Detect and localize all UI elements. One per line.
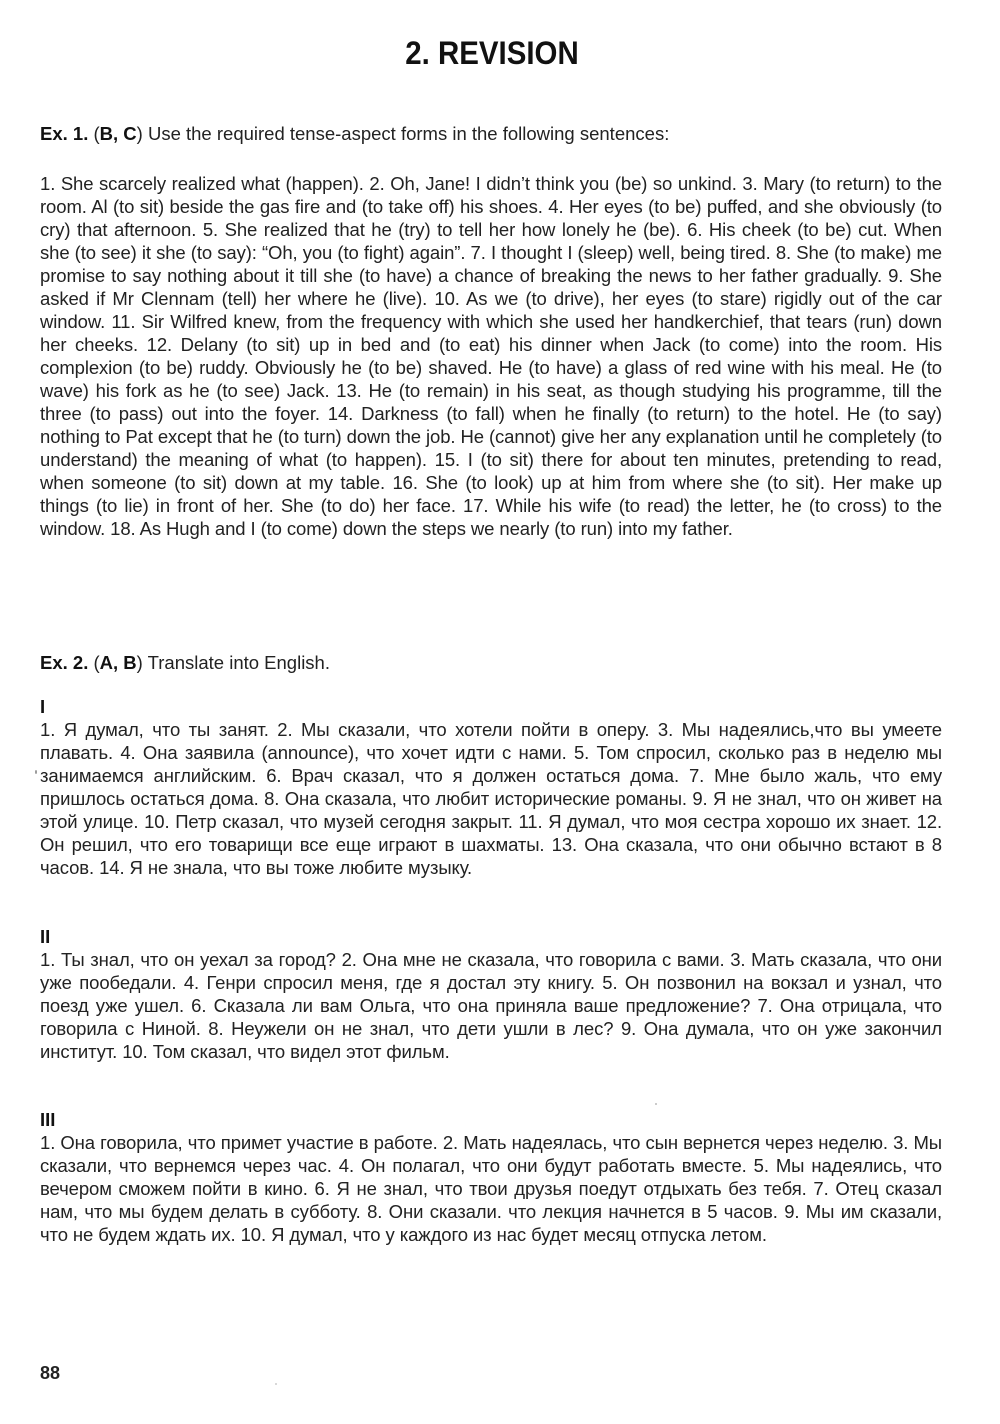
- section-1-label: I: [40, 696, 46, 717]
- scan-speck: [655, 1103, 657, 1105]
- exercise-1-levels-close: ): [136, 123, 143, 144]
- exercise-1-label: Ex. 1.: [40, 123, 89, 144]
- exercise-2-instruction: Translate into English.: [142, 652, 330, 673]
- exercise-2-heading: [40, 651, 942, 674]
- section-3-text: 1. Она говорила, что примет участие в работе. 2. Мать надеялась, что сын вернется через неделю. 3. Мы сказали, что вернемся через час. 4. Он полагал, что они будут работать вместе. 5. Мы надеялись, что вечером сможем пойти в кино. 6. Я не знал, что твои друзья поедут отдыхать без тебя. 7. Отец сказал нам, что мы будем делать в субботу. 8. Они сказали. что лекция начнется в 5 часов. 9. Мы им сказали, что не будем ждать их. 10. Я думал, что у каждого из нас будет месяц отпуска летом.: [40, 1132, 942, 1245]
- section-2-text: 1. Ты знал, что он уехал за город? 2. Она мне не сказала, что говорила с вами. 3. Мать сказала, что они уже пообедали. 4. Генри спросил меня, где я достал эту книгу. 5. Он позвонил на вокзал и узнал, что поезд уже ушел. 6. Сказала ли вам Ольга, что она приняла ваше предложение? 7. Она отрицала, что говорила с Ниной. 8. Неужели он не знал, что дети ушли в лес? 9. Она думала, что он уже закончил институт. 10. Том сказал, что видел этот фильм.: [40, 949, 942, 1062]
- exercise-2-levels-open: (: [93, 652, 100, 673]
- page-number: 88: [40, 1363, 61, 1383]
- scan-speck: [35, 770, 37, 774]
- exercise-1-heading: [40, 122, 942, 145]
- section-1-text: 1. Я думал, что ты занят. 2. Мы сказали, что хотели пойти в оперу. 3. Мы надеялись,что вы умеете плавать. 4. Она заявила (announce), что хочет идти с нами. 5. Том спросил, сколько раз в неделю мы занимаемся английским. 6. Врач сказал, что я должен остаться дома. 7. Мне было жаль, что ему пришлось остаться дома. 8. Она сказала, что любит исторические романы. 9. Я не знал, что он живет на этой улице. 10. Петр сказал, что музей сегодня закрыт. 11. Я думал, что моя сестра хорошо их знает. 12. Он решил, что его товарищи все еще играют в шахматы. 13. Она сказала, что они обычно встают в 8 часов. 14. Я не знала, что вы тоже любите музыку.: [40, 719, 942, 878]
- chapter-title: 2. REVISION: [405, 35, 579, 71]
- exercise-1-text: 1. She scarcely realized what (happen). 2. Oh, Jane! I didn’t think you (be) so unkind. 3. Mary (to return) to the room. Al (to sit) beside the gas fire and (to take off) his shoes. 4. Her eyes (to be) puffed, and she obviously (to cry) that afternoon. 5. She realized that he (try) to tell her how lonely he (be). 6. His cheek (to be) cut. When she (to see) it she (to say): “Oh, you (to fight) again”. 7. I thought I (sleep) well, being tired. 8. She (to make) me promise to say nothing about it till she (to have) a chance of breaking the news to her father gradually. 9. She asked if Mr Clennam (tell) her where he (live). 10. As we (to drive), her eyes (to stare) rigidly out of the car window. 11. Sir Wilfred knew, from the frequency with which she used her handkerchief, that tears (run) down her cheeks. 12. Delany (to sit) up in bed and (to eat) his dinner when Jack (to come) into the room. His complexion (to be) ruddy. Obviously he (to be) shaved. He (to have) a glass of red wine with his meal. He (to wave) his fork as he (to see) Jack. 13. He (to remain) in his seat, as though studying his programme, till the three (to pass) out into the foyer. 14. Darkness (to fall) when he finally (to return) to the hotel. He (to say) nothing to Pat except that he (to turn) down the job. He (cannot) give her any explanation until he completely (to understand) the meaning of what (to happen). 15. I (to sit) there for about ten minutes, pretending to read, when someone (to sit) down at my table. 16. She (to look) up at him from where she (to sit). Her make up things (to lie) in front of her. She (to do) her face. 17. While his wife (to read) the letter, he (to cross) to the window. 18. As Hugh and I (to come) down the steps we nearly (to run) into my father.: [40, 173, 942, 539]
- scan-speck: [275, 1383, 277, 1385]
- exercise-1-instruction: Use the required tense-aspect forms in the following sentences:: [142, 123, 670, 144]
- exercise-2-label: Ex. 2.: [40, 652, 89, 673]
- exercise-2-levels: A, B: [99, 652, 137, 673]
- section-2-label: II: [40, 926, 51, 947]
- section-3-label: III: [40, 1109, 56, 1130]
- exercise-1-levels-open: (: [93, 123, 100, 144]
- exercise-1-levels: B, C: [99, 123, 137, 144]
- exercise-2-levels-close: ): [136, 652, 143, 673]
